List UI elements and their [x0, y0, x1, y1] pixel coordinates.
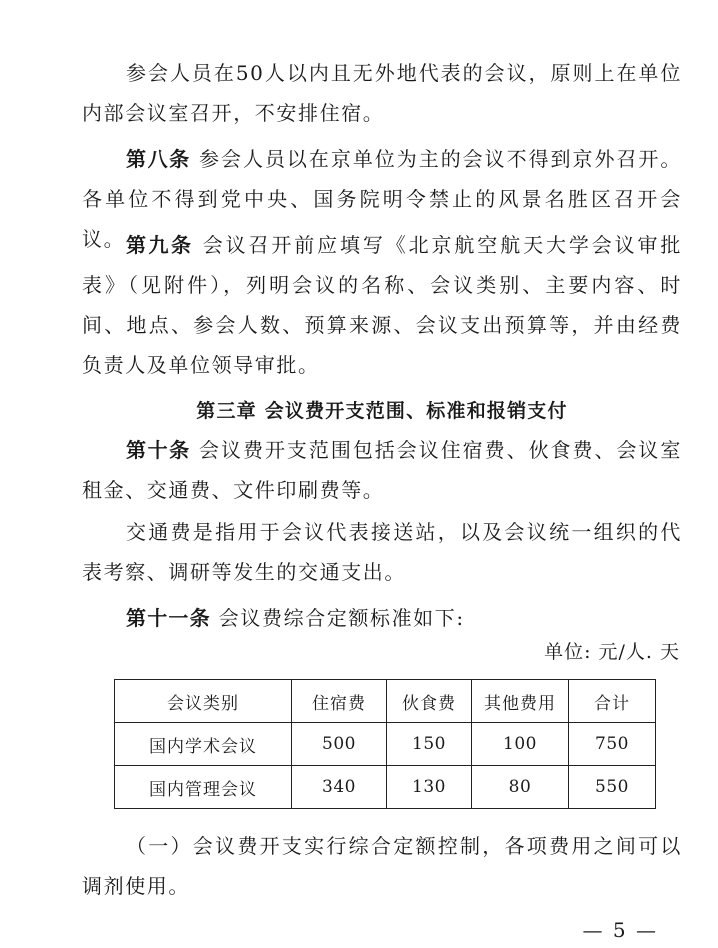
header-other: 其他费用 [472, 680, 569, 723]
article-8-label: 第八条 [126, 147, 191, 171]
cell-category: 国内管理会议 [115, 766, 292, 809]
chapter-title: 第三章 会议费开支范围、标准和报销支付 [196, 400, 568, 422]
cell-accommodation: 500 [292, 723, 387, 766]
cell-meals: 150 [387, 723, 472, 766]
article-11 [82, 598, 682, 638]
table-row [115, 766, 656, 809]
cell-meals: 130 [387, 766, 472, 809]
header-accommodation: 住宿费 [292, 680, 387, 723]
page-number: — 5 — [582, 918, 658, 942]
article-9 [82, 225, 682, 385]
table-row [115, 723, 656, 766]
article-10-body: 会议费开支范围包括会议住宿费、伙食费、会议室租金、交通费、文件印刷费等。 [82, 438, 682, 502]
paragraph-meeting-size: 参会人员在50人以内且无外地代表的会议，原则上在单位内部会议室召开，不安排住宿。 [82, 61, 682, 125]
header-total: 合计 [569, 680, 656, 723]
table-header-row [115, 680, 656, 723]
article-10-label: 第十条 [126, 438, 191, 462]
cell-other: 80 [472, 766, 569, 809]
cell-category: 国内学术会议 [115, 723, 292, 766]
cell-total: 750 [569, 723, 656, 766]
article-9-body: 会议召开前应填写《北京航空航天大学会议审批表》（见附件），列明会议的名称、会议类别、主要内容、时间、地点、参会人数、预算来源、会议支出预算等，并由经费负责人及单位领导审批。 [82, 233, 682, 377]
article-8-text [191, 147, 199, 171]
article-9-label: 第九条 [126, 233, 194, 257]
clause-1: （一）会议费开支实行综合定额控制，各项费用之间可以调剂使用。 [82, 834, 682, 898]
header-category: 会议类别 [115, 680, 292, 723]
article-11-body: 会议费综合定额标准如下: [218, 606, 465, 630]
article-11-label: 第十一条 [126, 606, 211, 630]
cell-accommodation: 340 [292, 766, 387, 809]
article-10 [82, 430, 682, 510]
paragraph-transport: 交通费是指用于会议代表接送站，以及会议统一组织的代表考察、调研等发生的交通支出。 [82, 520, 682, 584]
cell-other: 100 [472, 723, 569, 766]
cell-total: 550 [569, 766, 656, 809]
article-8-body: 参会人员以在京单位为主的会议不得到京外召开。各单位不得到党中央、国务院明令禁止的风景名胜区召开会议。 [82, 147, 682, 251]
header-meals: 伙食费 [387, 680, 472, 723]
fee-standard-table [114, 679, 656, 809]
unit-label: 单位: 元/人. 天 [544, 641, 680, 663]
